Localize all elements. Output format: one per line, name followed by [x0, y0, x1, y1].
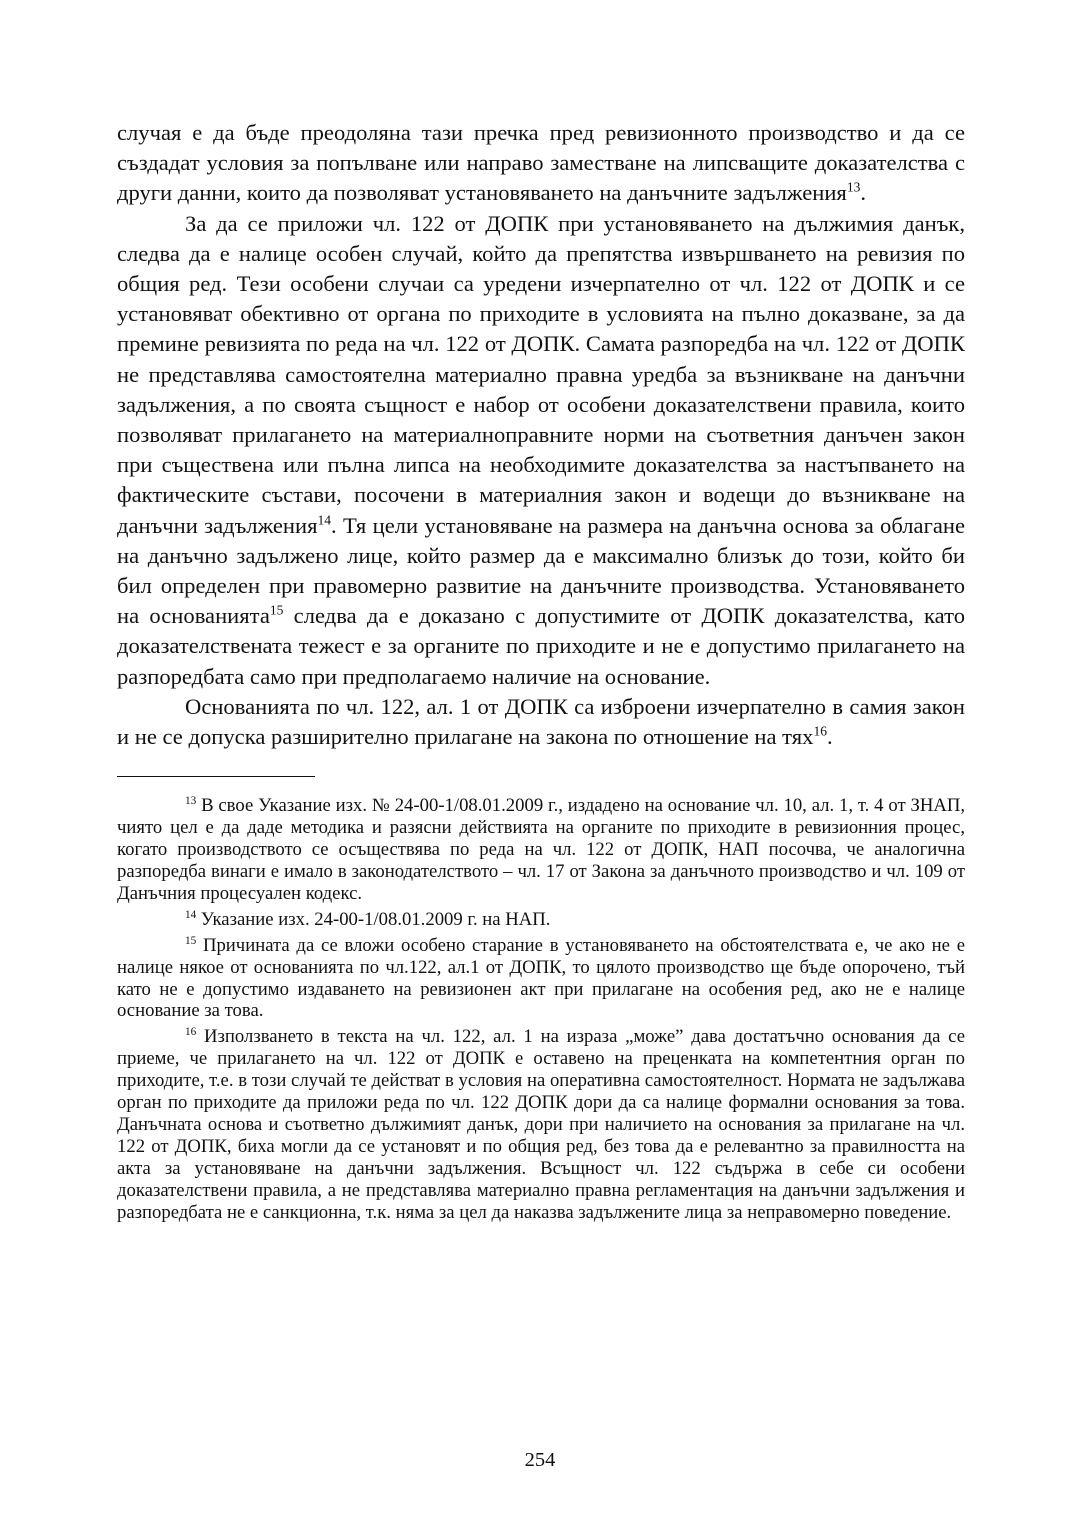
footnote-ref-13[interactable]: 13	[846, 179, 861, 195]
footnote-15	[117, 935, 965, 1023]
paragraph-3	[117, 692, 965, 752]
footnote-text: Указание изх. 24-00-1/08.01.2009 г. на НАП.	[196, 908, 551, 930]
paragraph-2-text-b: . Тя цели установяване на размера на данъчна основа за облагане на данъчно задължено лице, който размер да е максимално близък до този, който би бил определен при правомерно развитие на данъчните производства. Установяването на основанията	[117, 512, 965, 629]
footnote-text: Използването в текста на чл. 122, ал. 1 на израза „може” дава достатъчно основания да се приеме, че прилагането на чл. 122 от ДОПК е оставено на преценката на компетентния орган по приходите, т.е. в този случай те действат в условия на оперативна самостоятелност. Нормата не задължава орган по приходите да приложи реда по чл. 122 ДОПК дори да са налице формални основания за това. Данъчната основа и съответно дължимият данък, дори при наличието на основания за прилагане на чл. 122 от ДОПК, биха могли да се установят и по общия ред, без това да е релевантно за правилността на акта за установяване на данъчни задължения. Всъщност чл. 122 съдържа в себе си особени доказателствени правила, а не представлява материално правна регламентация на данъчни задължения и разпоредбата не е санкционна, т.к. няма за цел да наказва задължените лица за неправомерно поведение.	[117, 1026, 965, 1223]
footnote-14	[117, 909, 965, 931]
footnote-separator	[117, 776, 315, 777]
page-content	[117, 118, 965, 1227]
main-text	[117, 118, 965, 752]
footnote-number: 16	[185, 1026, 197, 1039]
paragraph-2-text-a: За да се приложи чл. 122 от ДОПК при установяването на дължимия данък, следва да е налице особен случай, който да препятства извършването на ревизия по общия ред. Тези особени случаи са уредени изчерпателно от чл. 122 от ДОПК и се установяват обективно от органа по приходите в условията на пълно доказване, за да премине ревизията по реда на чл. 122 от ДОПК. Самата разпоредба на чл. 122 от ДОПК не представлява самостоятелна материално правна уредба за възникване на данъчни задължения, а по своята същност е набор от особени доказателствени правила, които позволяват прилагането на материалноправните норми на съответния данъчен закон при съществена или пълна липса на необходимите доказателства за настъпването на фактическите състави, посочени в материалния закон и водещи до възникване на данъчни задължения	[117, 210, 965, 538]
paragraph-1-end: .	[860, 180, 867, 206]
footnote-ref-15[interactable]: 15	[269, 602, 284, 618]
footnote-number: 13	[185, 795, 197, 808]
page-number: 254	[524, 1449, 556, 1471]
paragraph-1	[117, 118, 965, 209]
footnote-13	[117, 795, 965, 905]
footnotes	[117, 795, 965, 1223]
paragraph-1-text: случая е да бъде преодоляна тази пречка пред ревизионното производство и да се създадат условия за попълване или направо заместване на липсващите доказателства с други данни, които да позволяват установяването на данъчните задължения	[117, 120, 965, 206]
footnote-text: В свое Указание изх. № 24-00-1/08.01.2009 г., издадено на основание чл. 10, ал. 1, т. 4 от ЗНАП, чиято цел е да даде методика и разясни действията на органите по приходите в ревизионния процес, когато производството се осъществява по реда на чл. 122 от ДОПК, НАП посочва, че аналогична разпоредба винаги е имало в законодателството – чл. 17 от Закона за данъчното производство и чл. 109 от Данъчния процесуален кодекс.	[117, 795, 965, 904]
paragraph-3-text: Основанията по чл. 122, ал. 1 от ДОПК са изброени изчерпателно в самия закон и не се допуска разширително прилагане на закона по отношение на тях	[117, 693, 965, 750]
footnote-number: 14	[185, 908, 197, 921]
footnote-ref-14[interactable]: 14	[317, 512, 332, 528]
footnote-ref-16[interactable]: 16	[813, 723, 827, 739]
paragraph-2	[117, 209, 965, 692]
footnote-number: 15	[185, 934, 197, 947]
footnote-16	[117, 1026, 965, 1223]
footnote-text: Причината да се вложи особено старание в установяването на обстоятелствата е, че ако не е налице някое от основанията по чл.122, ал.1 от ДОПК, то цялото производство ще бъде опорочено, тъй като не е допустимо издаването на ревизионен акт при прилагане на особения ред, ако не е налице основание за това.	[117, 934, 965, 1022]
paragraph-3-end: .	[826, 724, 833, 750]
paragraph-2-text-c: следва да е доказано с допустимите от ДОПК доказателства, като доказателствената тежест е за органите по приходите и не е допустимо прилагането на разпоредбата само при предполагаемо наличие на основание.	[117, 603, 965, 689]
